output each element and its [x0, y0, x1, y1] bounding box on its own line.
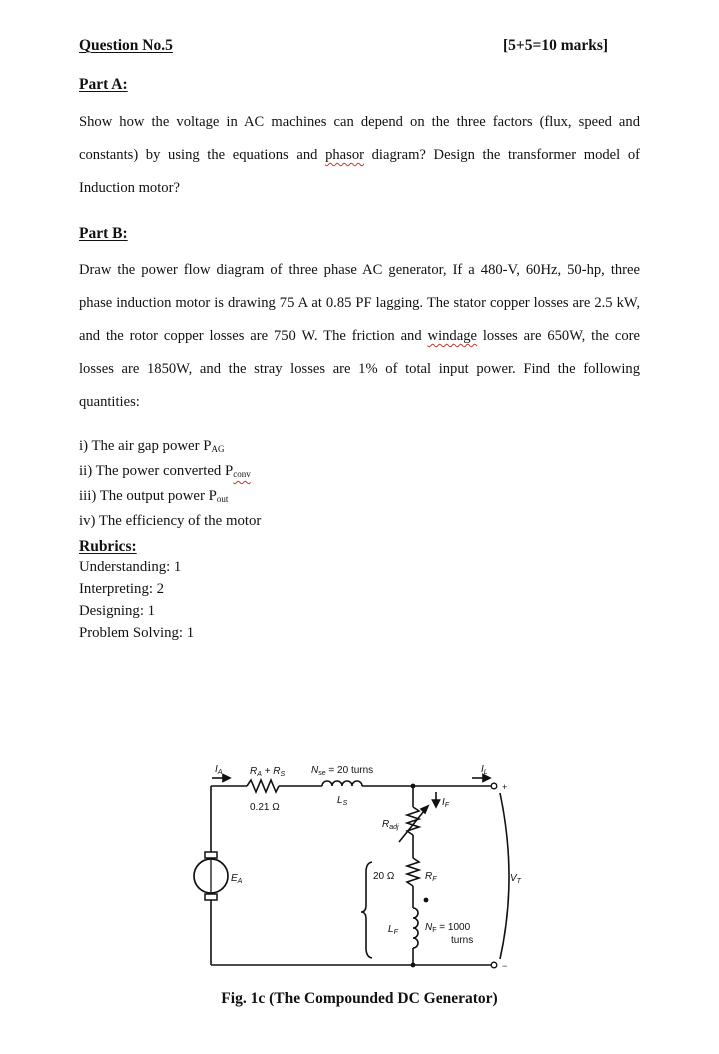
label-plus: + [502, 782, 508, 792]
part-a-title: Part A: [79, 76, 128, 93]
rubric-item-3: Designing: 1 [79, 603, 156, 619]
label-lf: $L_F$ [388, 924, 398, 936]
rubric-item-4: Problem Solving: 1 [79, 625, 195, 641]
generator-symbol [194, 852, 228, 900]
part-b-text: Draw the power flow diagram of three phase AC generator, If a 480-V, 60Hz, 50-hp, three phase induction motor is drawing 75 A at 0.85 PF lagging. The stator copper losses are 2.5 kW, and the rotor copper losses are 750 W. The friction and windage losses are 650W, the core losses are 1850W, and the stray losses are 1% of total input power. Find the following quantities: [79, 262, 640, 410]
question-item-3: iii) The output power $P_{out}$ [79, 488, 229, 504]
polarity-dot [424, 898, 429, 903]
label-20-ohm: 20 Ω [373, 871, 395, 882]
label-ea: $E_A$ [231, 873, 243, 885]
figure-caption: Fig. 1c (The Compounded DC Generator) [221, 990, 498, 1007]
rubric-item-1: Understanding: 1 [79, 559, 182, 575]
label-ra-rs: $R_A + R_S$ [250, 766, 286, 778]
label-nf: $N_F = 1000$ [425, 922, 471, 934]
label-turns: turns [451, 935, 474, 946]
label-vt: $V_T$ [510, 873, 521, 885]
negative-terminal [491, 962, 497, 968]
label-nse: $N_{se} = 20$ turns [311, 765, 374, 777]
rubric-item-2: Interpreting: 2 [79, 581, 165, 597]
question-item-2: ii) The power converted $P_{conv}$ [79, 463, 251, 479]
label-radj: $R_{adj}$ [382, 819, 399, 831]
rubrics-title: Rubrics: [79, 538, 137, 555]
spellcheck-word-phasor: phasor [325, 147, 364, 163]
label-rf: $R_F$ [425, 871, 437, 883]
label-if: $I_F$ [442, 797, 450, 809]
positive-terminal [491, 783, 497, 789]
marks-label: [5+5=10 marks] [503, 37, 609, 54]
label-ia: $I_A$ [215, 764, 223, 776]
label-il: $I_L$ [481, 764, 488, 776]
part-b-title: Part B: [79, 225, 128, 242]
label-resistance-value: 0.21 Ω [250, 802, 280, 813]
label-ls: $L_S$ [337, 795, 348, 807]
question-number: Question No.5 [79, 37, 173, 54]
junction-dot-bottom [411, 963, 416, 968]
spellcheck-word-windage: windage [427, 328, 477, 344]
part-a-text: Show how the voltage in AC machines can depend on the three factors (flux, speed and constants) by using the equations and phasor diagram? Design the transformer model of Induction motor? [79, 114, 640, 196]
question-item-1: i) The air gap power $P_{AG}$ [79, 438, 225, 454]
label-minus: − [502, 961, 508, 971]
junction-dot-top [411, 784, 416, 789]
question-item-4: iv) The efficiency of the motor [79, 513, 262, 529]
